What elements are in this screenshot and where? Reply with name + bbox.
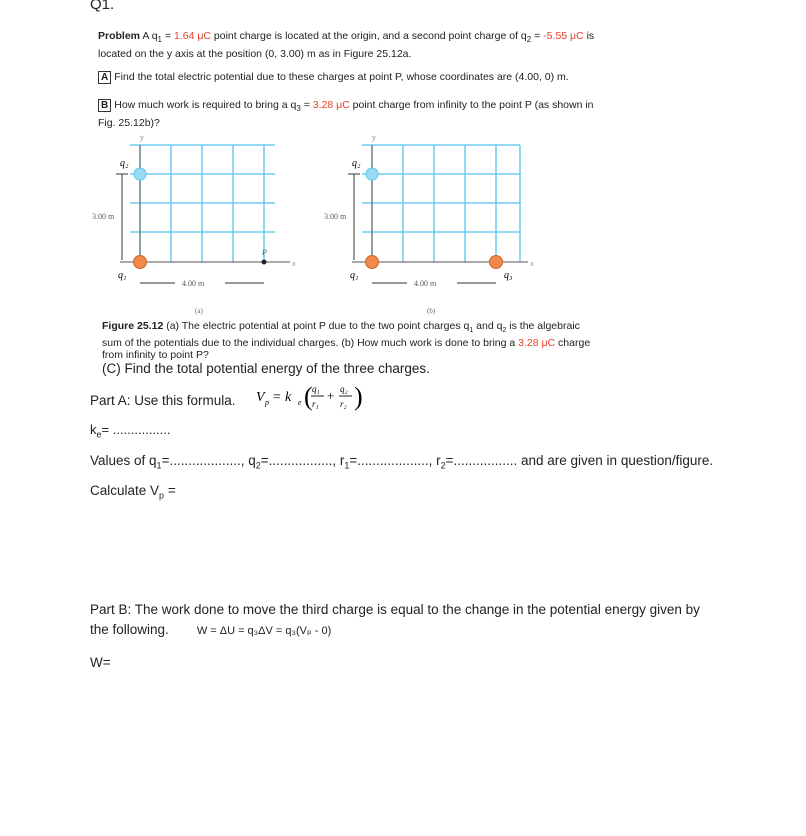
values-text: =................., r: [260, 453, 345, 468]
values-sub: 1: [156, 460, 162, 471]
panel-b-x-axis: x: [530, 259, 534, 268]
panel-a-q1-label: q₁: [118, 270, 127, 281]
panel-a-q1-charge: [134, 256, 147, 269]
ke-blank: = ................: [101, 422, 171, 437]
work-equation: W = ΔU = q₃ΔV = q₃(Vₚ - 0): [196, 625, 332, 637]
problem-text: is: [583, 30, 595, 42]
panel-b-q1-charge: [366, 256, 379, 269]
formula-n1: q₁: [312, 384, 320, 394]
part-b-text: point charge from infinity to the point P (as shown in: [349, 99, 594, 111]
calc-sub: p: [159, 490, 165, 501]
problem-text: A q: [142, 30, 158, 42]
panel-a-point-p: [262, 260, 267, 265]
formula-paren-left: (: [304, 382, 313, 411]
figure-diagram: [80, 130, 540, 320]
formula-lhs: V: [256, 390, 265, 405]
calculate-line: [90, 483, 176, 501]
panel-b-dist-horizontal: 4.00 m: [414, 279, 437, 288]
panel-a-p-label: P: [262, 248, 267, 257]
part-b-question: B How much work is required to bring a $q_3 = 3.28$ μC point charge from infinity to the point P (as shown in Fig. 25.12b)?: [98, 99, 594, 130]
part-a-box-label: A: [98, 71, 111, 84]
calc-text: Calculate V: [90, 483, 160, 498]
ke-line: [90, 422, 171, 440]
problem-text: =: [162, 30, 174, 42]
values-text: Values of q: [90, 453, 157, 468]
caption-label: Figure 25.12: [102, 320, 164, 332]
caption-q3-value: 3.28 μC: [518, 337, 556, 350]
panel-a-dist-vertical: 3.00 m: [92, 212, 115, 221]
caption-text-line2: sum of the potentials due to the individual charges. (b) How much work is done to bring a: [102, 337, 519, 350]
figure-25-12: [80, 130, 540, 325]
problem-text-line2: located on the y axis at the position (0, 3.00) m as in Figure 25.12a.: [98, 48, 412, 61]
formula-svg: [256, 379, 376, 415]
panel-b-q2-label: q₂: [352, 158, 361, 169]
formula-ke: = k: [272, 390, 292, 405]
q1-value: 1.64 μC: [173, 30, 211, 42]
panel-a-dist-horizontal: 4.00 m: [182, 279, 205, 288]
panel-a-label: (a): [195, 307, 203, 315]
values-text: =..................., r: [349, 453, 441, 468]
formula-n2: q₂: [340, 384, 348, 394]
potential-formula: [256, 379, 376, 420]
formula-ke-sub: e: [298, 398, 302, 407]
panel-b-label: (b): [427, 307, 436, 315]
part-b-text-line2: Fig. 25.12b)?: [98, 117, 160, 130]
problem-label: Problem: [98, 30, 141, 42]
panel-a-grid: [130, 145, 275, 262]
caption-text: is the algebraic: [506, 320, 580, 332]
caption-text: (a) The electric potential at point P due to the two point charges q: [163, 320, 470, 332]
panel-b-q3-charge: [490, 256, 503, 269]
panel-a-q2-label: q₂: [120, 158, 129, 169]
problem-text: point charge is located at the origin, and a second point charge of q: [210, 30, 527, 42]
part-b-box-label: B: [98, 99, 111, 112]
values-text: =..................., q: [161, 453, 256, 468]
w-line: W=: [90, 655, 111, 670]
q2-value: -5.55 μC: [543, 30, 584, 42]
values-sub: 2: [255, 460, 261, 471]
part-a-text: Find the total electric potential due to these charges at point P, whose coordinates are (4.00, 0) m.: [114, 71, 569, 83]
figure-caption: Figure 25.12 (a) The electric potential at point P due to the two point charges $q_1$ and $q_2$ is the algebraic sum of the potentials due to the individual charges. (b) How much work is done to bring a 3.28 μC charge from infinity to point P?: [102, 320, 591, 362]
problem-text: =: [531, 30, 544, 42]
question-number: Q1.: [90, 0, 115, 13]
panel-b-q1-label: q₁: [350, 270, 359, 281]
ke-label: k: [90, 422, 97, 437]
panel-b-y-axis: y: [372, 133, 376, 142]
part-b-line1: Part B: The work done to move the third charge is equal to the change in the potential energy given by: [90, 602, 700, 617]
panel-b-grid: [362, 145, 520, 262]
q3-value: 3.28 μC: [312, 99, 350, 111]
part-b-text: =: [300, 99, 313, 111]
values-sub: 2: [440, 460, 446, 471]
part-b-section: [90, 600, 730, 641]
formula-d1: r₁: [312, 399, 319, 409]
caption-text: and q: [473, 320, 503, 332]
panel-b-q2-charge: [366, 168, 378, 180]
caption-text-line3: from infinity to point P?: [102, 349, 209, 362]
part-a-prompt: Part A: Use this formula.: [90, 393, 236, 408]
part-c-question: (C) Find the total potential energy of the three charges.: [102, 361, 430, 376]
part-a-question: [98, 71, 698, 84]
values-sub: 1: [344, 460, 350, 471]
part-b-text: How much work is required to bring a q: [114, 99, 297, 111]
values-line: [90, 453, 713, 471]
part-b-line2: the following.: [90, 622, 169, 637]
panel-a-q2-charge: [134, 168, 146, 180]
formula-d2: r₂: [340, 399, 347, 409]
values-text: =.................: [445, 453, 518, 468]
values-text-end: and are given in question/figure.: [517, 453, 714, 468]
formula-plus: +: [327, 388, 335, 403]
calc-text: =: [164, 483, 176, 498]
problem-statement: Problem A $q_1 = 1.64$ μC point charge is located at the origin, and a second point charge of $q_2 = -5.55$ μC is located on the y axis at the position (0, 3.00) m as in Figure 25.12a.: [98, 30, 595, 61]
caption-text: charge: [555, 337, 591, 350]
panel-b-q3-label: q₃: [504, 270, 513, 281]
panel-a-x-axis: x: [292, 259, 296, 268]
panel-a-y-axis: y: [140, 133, 144, 142]
ke-sub: e: [96, 429, 102, 440]
formula-lhs-sub: p: [265, 398, 269, 407]
panel-b-dist-vertical: 3.00 m: [324, 212, 347, 221]
formula-paren-right: ): [354, 382, 363, 411]
